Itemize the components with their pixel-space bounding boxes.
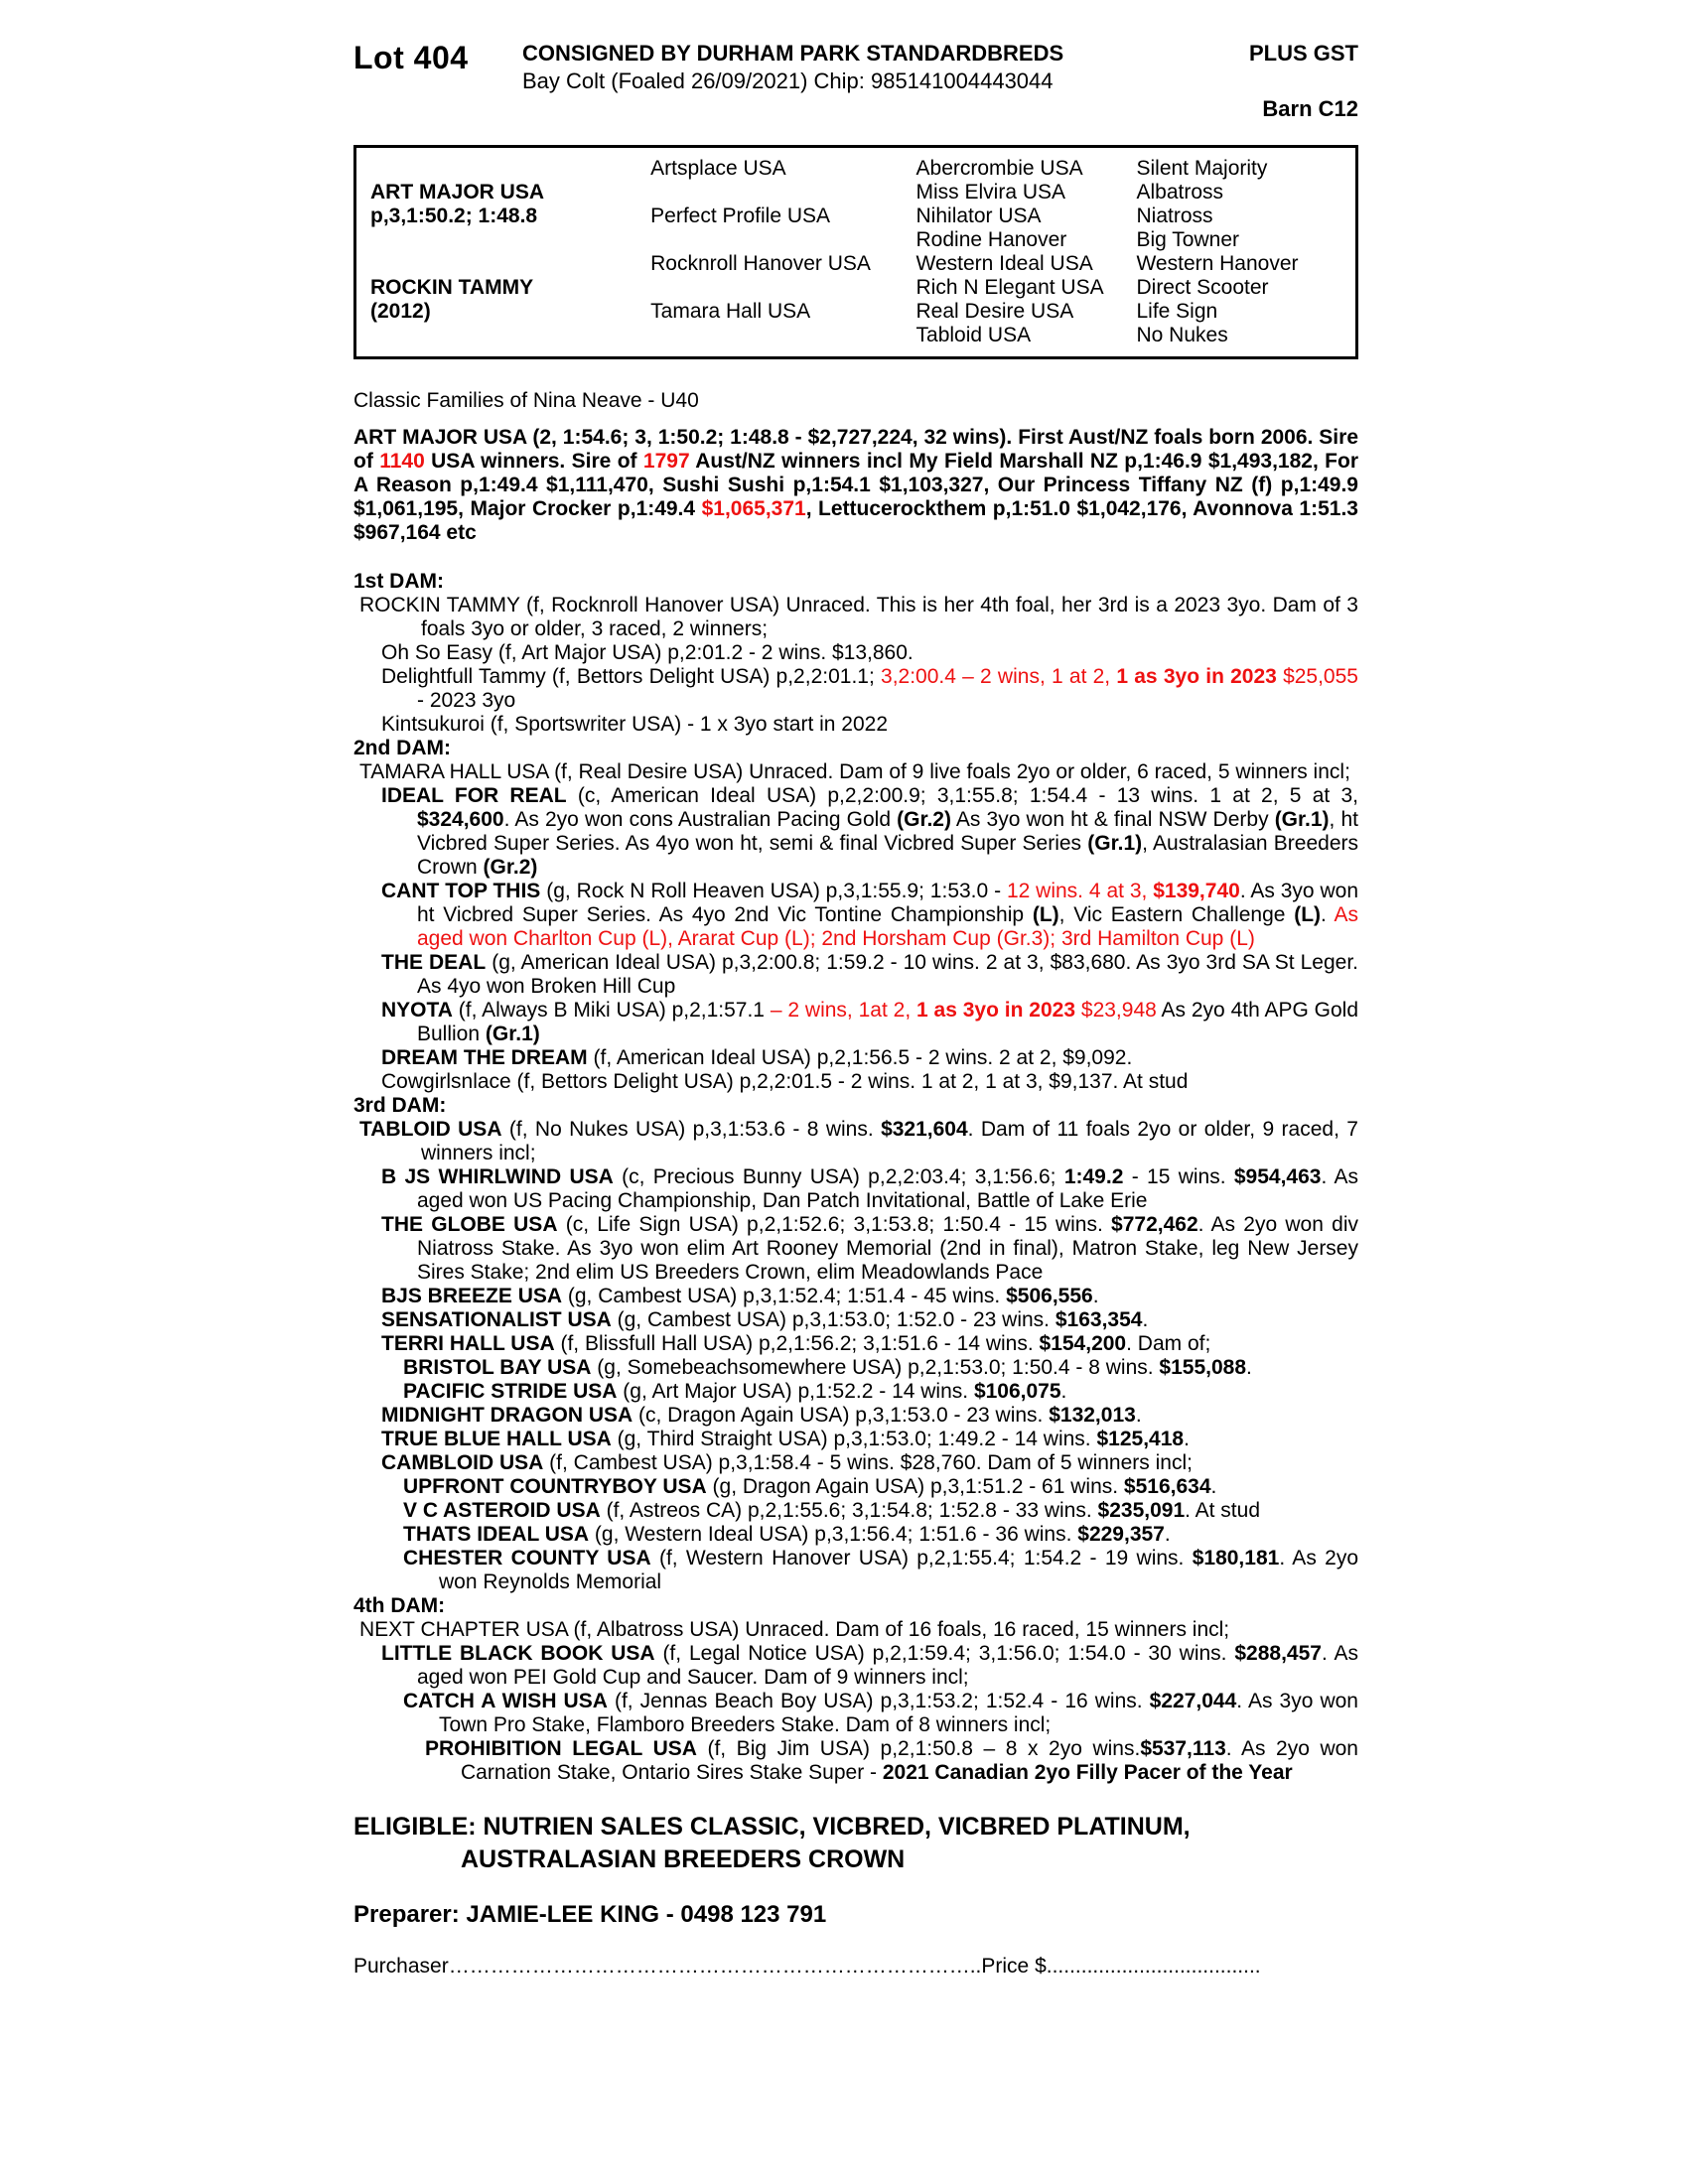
text-run: $132,013 [1049, 1404, 1136, 1427]
text-run: TAMARA HALL USA (f, Real Desire USA) Unraced. Dam of 9 live foals 2yo or older, 6 raced, 5 winners incl; [359, 760, 1350, 783]
pedigree-cell: Perfect Profile USA [650, 205, 831, 227]
pedigree-cell: Big Towner [1136, 228, 1239, 251]
text-run: . [1184, 1428, 1190, 1450]
pedigree-row [355, 228, 1357, 252]
text-run: (c, Life Sign USA) p,2,1:52.6; 3,1:53.8; 1:50.4 - 15 wins. [557, 1213, 1112, 1236]
body-paragraphs [353, 389, 1358, 1785]
text-run: $506,556 [1006, 1285, 1093, 1307]
pacific-stride [353, 1380, 1358, 1404]
text-run: . As 2yo won div Niatross Stake. As 3yo won elim Art Rooney Memorial (2nd in final), Matron Stake, leg New Jersey Sires Stake; 2nd elim US Breeders Crown, elim Meadowlands Pace [417, 1213, 1358, 1284]
pedigree-cell: ROCKIN TAMMY [370, 276, 534, 299]
oh-so-easy [353, 641, 1358, 665]
text-run: 12 wins. 4 at 3, [1006, 880, 1154, 902]
text-run: 1:49.2 [1063, 1165, 1124, 1188]
consignment-block [522, 40, 1150, 95]
kintsukuroi [353, 713, 1358, 737]
text-run: . As 2yo won Reynolds Memorial [439, 1547, 1359, 1593]
text-run: BJS BREEZE USA [381, 1285, 563, 1307]
text-run: . As 2yo won cons Australian Pacing Gold [503, 808, 898, 831]
heading-3rd-dam [353, 1094, 1358, 1118]
text-run: . [1321, 903, 1335, 926]
text-run: (f, Western Hanover USA) p,2,1:55.4; 1:54.2 - 19 wins. [650, 1547, 1193, 1570]
pedigree-cell: Tabloid USA [915, 324, 1032, 346]
text-run: $235,091 [1097, 1499, 1186, 1522]
text-run: Classic Families of Nina Neave - U40 [353, 389, 699, 412]
midnight-dragon [353, 1404, 1358, 1428]
text-run: Cowgirlsnlace (f, Bettors Delight USA) p,2,2:01.5 - 2 wins. 1 at 2, 1 at 3, $9,137. At stud [381, 1070, 1189, 1093]
text-run: $229,357 [1077, 1523, 1165, 1546]
text-run: (f, No Nukes USA) p,3,1:53.6 - 8 wins. [501, 1118, 882, 1141]
pedigree-row [355, 300, 1357, 324]
text-run: PACIFIC STRIDE USA [403, 1380, 618, 1403]
text-run: $772,462 [1111, 1213, 1198, 1236]
pedigree-cell: Niatross [1136, 205, 1213, 227]
text-run: Delightfull Tammy (f, Bettors Delight USA) p,2,2:01.1; [381, 665, 882, 688]
text-run: Aust/NZ winners incl My Field Marshall NZ p,1:46.9 $1,493,182, For A Reason p,1:49.4 $1,111,470, Sushi Sushi p,1:54.1 $1,103,327, Our Princess Tiffany NZ (f) p,1:49.9 $1,061,195, Major Crocker p,1:49.4 [353, 450, 1358, 520]
text-run: 1 as 3yo in 2023 [916, 999, 1076, 1022]
the-deal [353, 951, 1358, 999]
pedigree-cell: Nihilator USA [915, 205, 1042, 227]
text-run: B JS WHIRLWIND USA [381, 1165, 614, 1188]
text-run: . As 3yo won Town Pro Stake, Flamboro Breeders Stake. Dam of 8 winners incl; [439, 1690, 1358, 1736]
text-run: TRUE BLUE HALL USA [381, 1428, 612, 1450]
text-run: . [1210, 1475, 1217, 1498]
text-run: (L) [1032, 903, 1059, 926]
text-run: . [1060, 1380, 1067, 1403]
text-run: (f, Blissfull Hall USA) p,2,1:56.2; 3,1:51.6 - 14 wins. [554, 1332, 1040, 1355]
text-run: $954,463 [1233, 1165, 1322, 1188]
text-run: (c, Precious Bunny USA) p,2,2:03.4; 3,1:56.6; [613, 1165, 1064, 1188]
text-run: (g, Cambest USA) p,3,1:53.0; 1:52.0 - 23 wins. [611, 1308, 1055, 1331]
pedigree-cell: Artsplace USA [650, 157, 786, 180]
pedigree-cell: Western Ideal USA [915, 252, 1093, 275]
upfront-countryboy [353, 1475, 1358, 1499]
pedigree-cell: (2012) [370, 300, 431, 323]
text-run: $23,948 [1080, 999, 1157, 1022]
cant-top-this [353, 880, 1358, 951]
text-run: $180,181 [1192, 1547, 1280, 1570]
text-run: IDEAL FOR REAL [381, 784, 567, 807]
heading-2nd-dam [353, 737, 1358, 760]
prohibition-legal [353, 1737, 1358, 1785]
true-blue-hall [353, 1428, 1358, 1451]
plus-gst-label: PLUS GST [1248, 41, 1358, 66]
text-run: (Gr.1) [1087, 832, 1143, 855]
text-run: (c, American Ideal USA) p,2,2:00.9; 3,1:55.8; 1:54.4 - 13 wins. 1 at 2, 5 at 3, [566, 784, 1358, 807]
dream-the-dream [353, 1046, 1358, 1070]
text-run: (g, American Ideal USA) p,3,2:00.8; 1:59.2 - 10 wins. 2 at 3, $83,680. As 3yo 3rd SA St Leger. As 4yo won Broken Hill Cup [417, 951, 1359, 998]
text-run: $155,088 [1159, 1356, 1247, 1379]
text-run: (L) [1294, 903, 1322, 926]
pedigree-row [355, 181, 1357, 205]
nyota [353, 999, 1358, 1046]
text-run: (f, Legal Notice USA) p,2,1:59.4; 3,1:56.0; 1:54.0 - 30 wins. [654, 1642, 1235, 1665]
text-run: $227,044 [1149, 1690, 1237, 1712]
text-run: 3rd DAM: [353, 1094, 447, 1117]
text-run: (f, Jennas Beach Boy USA) p,3,1:53.2; 1:52.4 - 16 wins. [607, 1690, 1150, 1712]
text-run: 1797 [642, 450, 690, 473]
text-run: As 2yo 4th APG Gold Bullion [417, 999, 1359, 1045]
text-run: (Gr.1) [1274, 808, 1330, 831]
consigned-by: CONSIGNED BY DURHAM PARK STANDARDBREDS [522, 41, 1064, 66]
text-run: . [1135, 1404, 1142, 1427]
text-run: $1,065,371 [701, 497, 806, 520]
foaling-details: Bay Colt (Foaled 26/09/2021) Chip: 985141004443044 [522, 68, 1054, 93]
text-run: CATCH A WISH USA [403, 1690, 608, 1712]
text-run: THATS IDEAL USA [403, 1523, 590, 1546]
bristol-bay [353, 1356, 1358, 1380]
text-run: 3,2:00.4 – 2 wins, 1 at 2, [881, 665, 1117, 688]
text-run: . At stud [1185, 1499, 1261, 1522]
text-run: THE DEAL [381, 951, 487, 974]
stallion-summary [353, 426, 1358, 545]
pedigree-row [355, 276, 1357, 300]
pedigree-cell [355, 324, 651, 358]
pedigree-cell [355, 228, 651, 252]
purchaser-line [353, 1955, 1358, 1979]
text-run: (g, Cambest USA) p,3,1:52.4; 1:51.4 - 45 wins. [562, 1285, 1007, 1307]
text-run: $163,354 [1055, 1308, 1143, 1331]
catch-a-wish [353, 1690, 1358, 1737]
text-run: . As 3yo won ht Vicbred Super Series. As 4yo 2nd Vic Tontine Championship [417, 880, 1358, 926]
text-run: 1140 [379, 450, 425, 473]
heading-4th-dam [353, 1594, 1358, 1618]
text-run: . As 2yo won Carnation Stake, Ontario Sires Stake Super - [461, 1737, 1358, 1784]
text-run: 4th DAM: [353, 1594, 446, 1617]
price-label: Price $ [981, 1955, 1047, 1978]
text-run: (f, Astreos CA) p,2,1:55.6; 3,1:54.8; 1:52.8 - 33 wins. [600, 1499, 1098, 1522]
pedigree-cell: ART MAJOR USA [370, 181, 545, 204]
pedigree-cell: Abercrombie USA [915, 157, 1083, 180]
text-run: . Dam of; [1126, 1332, 1211, 1355]
text-run: 1st DAM: [353, 570, 445, 593]
text-run: $324,600 [417, 808, 504, 831]
text-run: (g, Art Major USA) p,1:52.2 - 14 wins. [617, 1380, 974, 1403]
text-run: (g, Western Ideal USA) p,3,1:56.4; 1:51.6 - 36 wins. [589, 1523, 1078, 1546]
little-black-book [353, 1642, 1358, 1690]
text-run: $516,634 [1123, 1475, 1211, 1498]
rockin-tammy [353, 594, 1358, 641]
text-run: $288,457 [1234, 1642, 1322, 1665]
cowgirlsnlace [353, 1070, 1358, 1094]
text-run: 2021 Canadian 2yo Filly Pacer of the Year [882, 1761, 1293, 1784]
terri-hall [353, 1332, 1358, 1356]
text-run: , Vic Eastern Challenge [1058, 903, 1295, 926]
pedigree-cell [650, 276, 915, 300]
ideal-for-real [353, 784, 1358, 880]
bjs-breeze [353, 1285, 1358, 1308]
sensationalist [353, 1308, 1358, 1332]
text-run: $154,200 [1039, 1332, 1127, 1355]
pedigree-table [353, 145, 1358, 359]
text-run: (g, Rock N Roll Heaven USA) p,3,1:55.9; 1:53.0 - [540, 880, 1007, 902]
pedigree-cell: p,3,1:50.2; 1:48.8 [370, 205, 538, 227]
text-run: Kintsukuroi (f, Sportswriter USA) - 1 x 3yo start in 2022 [381, 713, 889, 736]
purchaser-fill-line: ………………………………………………………………….. [448, 1955, 982, 1978]
catalog-page [353, 40, 1358, 1979]
text-run: (Gr.2) [897, 808, 951, 831]
eligibility-line-1: ELIGIBLE: NUTRIEN SALES CLASSIC, VICBRED, VICBRED PLATINUM, [353, 1813, 1191, 1841]
text-run: ART MAJOR USA (2, 1:54.6; 3, 1:50.2; 1:48.8 - $2,727,224, 32 wins). First Aust/NZ foals born 2006. Sire of [353, 426, 1358, 473]
text-run: (f, Cambest USA) p,3,1:58.4 - 5 wins. $28,760. Dam of 5 winners incl; [543, 1451, 1193, 1474]
pedigree-row [355, 252, 1357, 276]
text-run: THE GLOBE USA [381, 1213, 558, 1236]
text-run: – 2 wins, 1at 2, [770, 999, 917, 1022]
lot-number: Lot 404 [353, 40, 469, 75]
text-run: (g, Somebeachsomewhere USA) p,2,1:53.0; 1:50.4 - 8 wins. [591, 1356, 1160, 1379]
text-run: LITTLE BLACK BOOK USA [381, 1642, 655, 1665]
text-run: NEXT CHAPTER USA (f, Albatross USA) Unraced. Dam of 16 foals, 16 raced, 15 winners incl; [359, 1618, 1230, 1641]
header-spacer [1150, 68, 1358, 95]
text-run: $321,604 [881, 1118, 968, 1141]
price-fill-line: ..................................... [1046, 1955, 1261, 1978]
text-run: $25,055 [1283, 665, 1358, 688]
text-run: CANT TOP THIS [381, 880, 541, 902]
pedigree-cell: Silent Majority [1136, 157, 1268, 180]
text-run: (Gr.2) [483, 856, 538, 879]
text-run: . As aged won PEI Gold Cup and Saucer. Dam of 9 winners incl; [417, 1642, 1358, 1689]
text-run: MIDNIGHT DRAGON USA [381, 1404, 633, 1427]
text-run: 1 as 3yo in 2023 [1116, 665, 1277, 688]
page-header [353, 40, 1358, 123]
text-run: . [1246, 1356, 1252, 1379]
text-run: (g, Third Straight USA) p,3,1:53.0; 1:49.2 - 14 wins. [611, 1428, 1097, 1450]
eligibility-line-2: AUSTRALASIAN BREEDERS CROWN [461, 1845, 906, 1873]
heading-1st-dam [353, 570, 1358, 594]
text-run: USA winners. Sire of [424, 450, 643, 473]
family-line [353, 389, 1358, 413]
tamara-hall [353, 760, 1358, 784]
barn-label: Barn C12 [1262, 96, 1358, 121]
text-run: PROHIBITION LEGAL USA [425, 1737, 697, 1760]
text-run: BRISTOL BAY USA [403, 1356, 592, 1379]
pedigree-cell: Miss Elvira USA [915, 181, 1066, 204]
pedigree-cell: Life Sign [1136, 300, 1218, 323]
pedigree-row [355, 205, 1357, 228]
eligibility-block [353, 1811, 1358, 1876]
text-run: (Gr.1) [485, 1023, 540, 1045]
text-run: (c, Dragon Again USA) p,3,1:53.0 - 23 wins. [633, 1404, 1050, 1427]
text-run: (f, American Ideal USA) p,2,1:56.5 - 2 wins. 2 at 2, $9,092. [587, 1046, 1133, 1069]
pedigree-cell [355, 252, 651, 276]
pedigree-cell [650, 324, 915, 358]
text-run: $537,113 [1140, 1737, 1226, 1760]
tabloid [353, 1118, 1358, 1165]
text-run: - 15 wins. [1123, 1165, 1234, 1188]
text-run: Oh So Easy (f, Art Major USA) p,2:01.2 - 2 wins. $13,860. [381, 641, 914, 664]
b-js-whirlwind [353, 1165, 1358, 1213]
text-run: DREAM THE DREAM [381, 1046, 588, 1069]
text-run: . [1164, 1523, 1171, 1546]
text-run: - 2023 3yo [417, 689, 516, 712]
text-run: (g, Dragon Again USA) p,3,1:51.2 - 61 wins. [706, 1475, 1124, 1498]
text-run: As aged won Charlton Cup (L), Ararat Cup (L); 2nd Horsham Cup (Gr.3); 3rd Hamilton Cup (L) [417, 903, 1358, 950]
text-run: , Lettucerockthem p,1:51.0 $1,042,176, Avonnova 1:51.3 $967,164 etc [353, 497, 1358, 544]
pedigree-cell: Western Hanover [1136, 252, 1299, 275]
text-run: . [1092, 1285, 1099, 1307]
text-run: CHESTER COUNTY USA [403, 1547, 651, 1570]
pedigree-cell: Albatross [1136, 181, 1224, 204]
text-run: As 3yo won ht & final NSW Derby [950, 808, 1275, 831]
text-run: , ht Vicbred Super Series. As 4yo won ht, semi & final Vicbred Super Series [417, 808, 1358, 855]
text-run: TABLOID USA [359, 1118, 502, 1141]
text-run: . Dam of 11 foals 2yo or older, 9 raced, 7 winners incl; [421, 1118, 1358, 1164]
text-run: UPFRONT COUNTRYBOY USA [403, 1475, 707, 1498]
text-run: CAMBLOID USA [381, 1451, 544, 1474]
pedigree-cell: Tamara Hall USA [650, 300, 811, 323]
text-run: NYOTA [381, 999, 453, 1022]
pedigree-row [355, 324, 1357, 358]
text-run: ROCKIN TAMMY (f, Rocknroll Hanover USA) Unraced. This is her 4th foal, her 3rd is a 2023 3yo. Dam of 3 foals 3yo or older, 3 raced, 2 winners; [359, 594, 1358, 640]
pedigree-cell [650, 181, 915, 205]
next-chapter [353, 1618, 1358, 1642]
the-globe [353, 1213, 1358, 1285]
v-c-asteroid [353, 1499, 1358, 1523]
pedigree-cell: Rich N Elegant USA [915, 276, 1104, 299]
text-run: TERRI HALL USA [381, 1332, 555, 1355]
thats-ideal [353, 1523, 1358, 1547]
text-run: . As aged won US Pacing Championship, Dan Patch Invitational, Battle of Lake Erie [417, 1165, 1358, 1212]
text-run: V C ASTEROID USA [403, 1499, 601, 1522]
pedigree-cell [355, 147, 651, 182]
pedigree-cell: Real Desire USA [915, 300, 1074, 323]
cambloid [353, 1451, 1358, 1475]
pedigree-cell [650, 228, 915, 252]
header-right-block [1150, 40, 1358, 123]
pedigree-row [355, 147, 1357, 182]
preparer-line: Preparer: JAMIE-LEE KING - 0498 123 791 [353, 1901, 827, 1928]
text-run: . [1142, 1308, 1149, 1331]
text-run: (f, Big Jim USA) p,2,1:50.8 – 8 x 2yo wins. [696, 1737, 1141, 1760]
pedigree-cell: No Nukes [1136, 324, 1228, 346]
text-run: $106,075 [973, 1380, 1061, 1403]
text-run: SENSATIONALIST USA [381, 1308, 612, 1331]
delightfull-tammy [353, 665, 1358, 713]
text-run: (f, Always B Miki USA) p,2,1:57.1 [452, 999, 771, 1022]
text-run: $139,740 [1153, 880, 1240, 902]
pedigree-cell: Direct Scooter [1136, 276, 1269, 299]
chester-county [353, 1547, 1358, 1594]
pedigree-cell: Rocknroll Hanover USA [650, 252, 871, 275]
pedigree-cell: Rodine Hanover [915, 228, 1067, 251]
purchaser-label: Purchaser [353, 1955, 449, 1978]
text-run: 2nd DAM: [353, 737, 451, 759]
text-run: , Australasian Breeders Crown [417, 832, 1358, 879]
text-run: $125,418 [1096, 1428, 1185, 1450]
